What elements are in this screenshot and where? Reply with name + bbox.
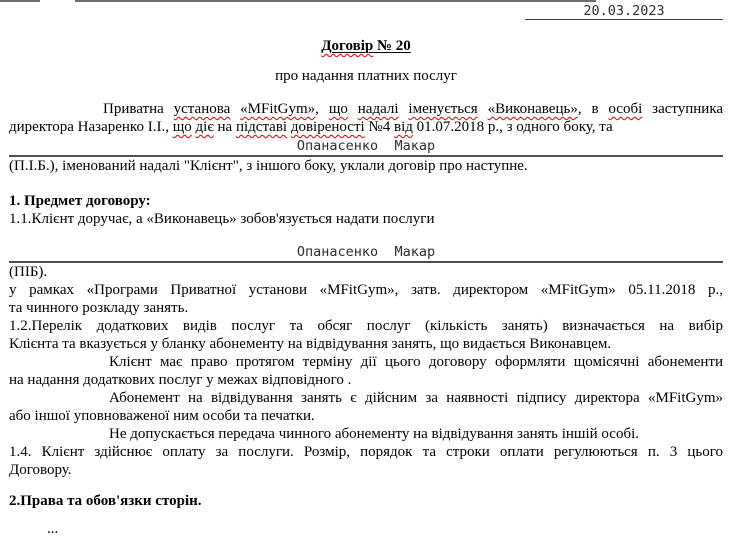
text-segment xyxy=(478,101,488,117)
top-border-segment-right xyxy=(75,0,596,2)
contract-line: Абонемент на відвідування занять є дійсним за наявності підпису директора «MFitGym» xyxy=(109,390,723,406)
contract-line: та чинного розкладу занять. xyxy=(9,300,189,316)
client-name-field[interactable]: Опанасенко Макар xyxy=(9,138,723,157)
section-2-heading: 2.Права та обов'язки сторін. xyxy=(9,493,202,509)
text-segment xyxy=(230,101,240,117)
contract-line: Договору. xyxy=(9,462,72,478)
text-segment: , в xyxy=(577,101,609,117)
contract-body xyxy=(9,281,723,479)
intro-line-2 xyxy=(9,118,723,136)
text-segment: № 20 xyxy=(373,38,411,54)
misspelled-word: установа xyxy=(173,101,231,117)
misspelled-word: що xyxy=(172,119,192,135)
contract-line: або іншої уповноваженої ним особи та печатки. xyxy=(9,408,315,424)
intro-paragraph xyxy=(9,100,723,136)
clause-1-1: 1.1.Клієнт доручає, а «Виконавець» зобов'язується надати послуги xyxy=(9,211,435,227)
misspelled-word: особі xyxy=(608,101,643,117)
contract-line: 1.2.Перелік додаткових видів послуг та обсяг послуг (кількість занять) визначається на вибір xyxy=(9,318,723,334)
text-segment: директора Назаренко І.І., xyxy=(9,119,173,135)
top-border-segment-left xyxy=(0,0,40,2)
misspelled-word: «MFitGym» xyxy=(240,101,316,117)
contract-line: на надання додаткових послуг у межах відповідного . xyxy=(9,372,352,388)
misspelled-word: надалі xyxy=(357,101,399,117)
intro-line-1 xyxy=(9,100,723,118)
text-segment: на xyxy=(213,119,236,135)
misspelled-word: Договір xyxy=(321,38,374,54)
text-segment: заступника xyxy=(642,101,724,117)
text-segment: №4 xyxy=(364,119,394,135)
misspelled-word: довіреності xyxy=(290,119,365,135)
section-1-heading: 1. Предмет договору: xyxy=(9,193,151,209)
contract-line: Клієнт має право протягом терміну дії цього договору оформляти щомісячні абонементи xyxy=(109,354,723,370)
text-segment xyxy=(399,101,409,117)
date-field[interactable]: 20.03.2023 xyxy=(525,3,723,20)
text-segment: , xyxy=(315,101,329,117)
misspelled-word: діє xyxy=(195,119,214,135)
contract-line: Клієнта та вказується у бланку абонементу на відвідування занять, що видається Виконавцем. xyxy=(9,336,612,352)
misspelled-word: що xyxy=(328,101,348,117)
pib-caption-2: (ПІБ). xyxy=(9,264,48,280)
pib-caption: (П.І.Б.), іменований надалі "Клієнт", з іншого боку, уклали договір про наступне. xyxy=(9,158,528,174)
text-segment: Приватна xyxy=(103,101,174,117)
misspelled-word: від xyxy=(393,119,413,135)
ellipsis-placeholder: ... xyxy=(47,521,59,536)
text-segment xyxy=(348,101,358,117)
client-name-field-2[interactable]: Опанасенко Макар xyxy=(9,244,723,263)
misspelled-word: «Виконавець» xyxy=(487,101,578,117)
contract-line: Не допускається передача чинного абонементу на відвідування занять іншій особі. xyxy=(109,426,639,442)
contract-line: у рамках «Програми Приватної установи «MFitGym», затв. директором «MFitGym» 05.11.2018 р., xyxy=(9,282,723,298)
document-title xyxy=(9,38,723,55)
text-segment: 01.07.2018 р., з одного боку, та xyxy=(412,119,613,135)
misspelled-word: підставі xyxy=(235,119,288,135)
document-subtitle: про надання платних послуг xyxy=(275,68,457,84)
misspelled-word: іменується xyxy=(408,101,478,117)
contract-line: 1.4. Клієнт здійснює оплату за послуги. Розмір, порядок та строки оплати регулюються п. 3 цього xyxy=(9,444,723,460)
document-title-text xyxy=(321,38,411,54)
